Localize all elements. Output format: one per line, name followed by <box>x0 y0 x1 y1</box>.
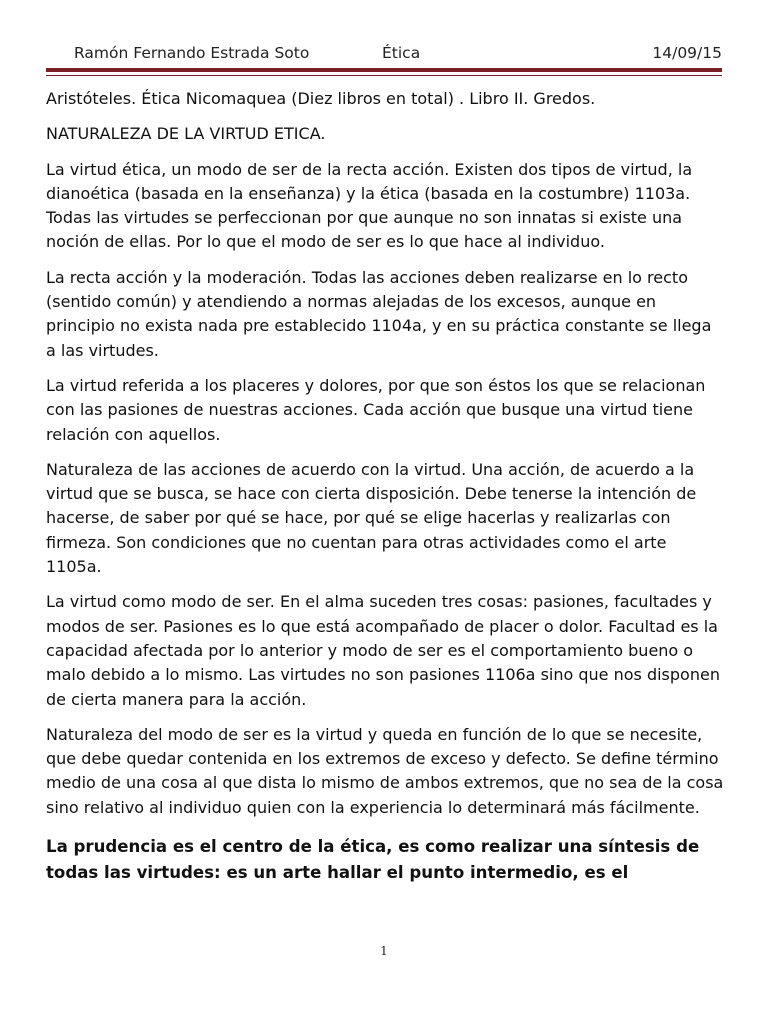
header-rule-thick <box>46 68 722 72</box>
paragraph: Naturaleza del modo de ser es la virtud y queda en función de lo que se necesite, que debe quedar contenida en los extremos de exceso y defecto. Se define término medio de una cosa al que dista lo mismo de ambos extremos, que no sea de la cosa sino relativo al individuo quien con la experiencia lo determinará más fácilmente. <box>46 724 724 817</box>
header-date: 14/09/15 <box>652 44 722 62</box>
header-subject: Ética <box>382 44 421 62</box>
header-rule-thin <box>46 75 722 76</box>
page-header <box>46 44 722 66</box>
paragraph: Naturaleza de las acciones de acuerdo con la virtud. Una acción, de acuerdo a la virtud que se busca, se hace con cierta disposición. Debe tenerse la intención de hacerse, de saber por qué se hace, por qué se elige hacerlas y realizarlas con firmeza. Son condiciones que no cuentan para otras actividades como el arte 1105a. <box>46 459 697 577</box>
paragraph: La virtud ética, un modo de ser de la recta acción. Existen dos tipos de virtud, la dianoética (basada en la enseñanza) y la ética (basada en la costumbre) 1103a. Todas las virtudes se perfeccionan por que aunque no son innatas si existe una noción de ellas. Por lo que el modo de ser es lo que hace al individuo. <box>46 159 693 252</box>
paragraph: La virtud referida a los placeres y dolores, por que son éstos los que se relacionan con las pasiones de nuestras acciones. Cada acción que busque una virtud tiene relación con aquellos. <box>46 375 706 444</box>
header-author: Ramón Fernando Estrada Soto <box>74 44 310 62</box>
paragraph: La recta acción y la moderación. Todas las acciones deben realizarse en lo recto (sentido común) y atendiendo a normas alejadas de los excesos, aunque en principio no exista nada pre establecido 1104a, y en su práctica constante se llega a las virtudes. <box>46 267 712 360</box>
document-body <box>46 87 726 896</box>
paragraph-section-title: NATURALEZA DE LA VIRTUD ETICA. <box>46 124 326 144</box>
paragraph-bold: La prudencia es el centro de la ética, es como realizar una síntesis de todas las virtudes: es un arte hallar el punto intermedio, es el <box>46 837 700 882</box>
page-number: 1 <box>380 944 388 958</box>
paragraph-citation: Aristóteles. Ética Nicomaquea (Diez libros en total) . Libro II. Gredos. <box>46 89 596 108</box>
paragraph: La virtud como modo de ser. En el alma suceden tres cosas: pasiones, facultades y modos de ser. Pasiones es lo que está acompañado de placer o dolor. Facultad es la capacidad afectada por lo anterior y modo de ser es el comportamiento bueno o malo debido a lo mismo. Las virtudes no son pasiones 1106a sino que nos disponen de cierta manera para la acción. <box>46 592 720 709</box>
